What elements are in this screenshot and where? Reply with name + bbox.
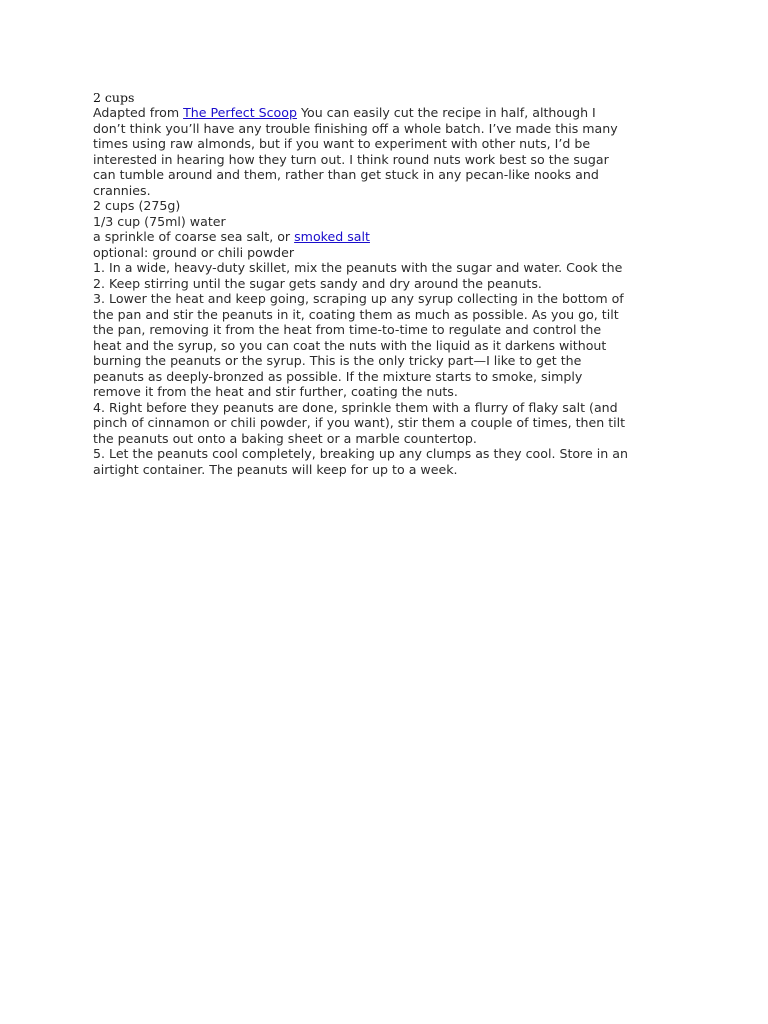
step-3-line-4: heat and the syrup, so you can coat the nuts with the liquid as it darkens without: [93, 337, 607, 353]
step-1: 1. In a wide, heavy-duty skillet, mix the peanuts with the sugar and water. Cook the: [93, 260, 623, 275]
ingredient-optional: optional: ground or chili powder: [93, 244, 295, 260]
step-2: 2. Keep stirring until the sugar gets sandy and dry around the peanuts.: [93, 275, 542, 291]
intro-text: You can easily cut the recipe in half, although I: [296, 105, 596, 120]
step-4-line-1: 4. Right before they peanuts are done, sprinkle them with a flurry of flaky salt (and: [93, 399, 618, 415]
intro-line-2: don’t think you’ll have any trouble finishing off a whole batch. I’ve made this many: [93, 120, 618, 136]
intro-line-5: can tumble around and them, rather than get stuck in any pecan-like nooks and: [93, 167, 599, 182]
intro-line-1: [93, 105, 683, 121]
step-3-line-7: remove it from the heat and stir further, coating the nuts.: [93, 384, 458, 399]
ingredient-peanuts: 2 cups (275g): [93, 198, 181, 213]
step-5-line-2: airtight container. The peanuts will keep for up to a week.: [93, 461, 458, 477]
smoked-salt-link[interactable]: smoked salt: [294, 229, 370, 244]
step-3-line-3: the pan, removing it from the heat from time-to-time to regulate and control the: [93, 322, 602, 337]
step-3-line-2: the pan and stir the peanuts in it, coating them as much as possible. As you go, tilt: [93, 306, 619, 322]
step-3-line-5: burning the peanuts or the syrup. This is the only tricky part—I like to get the: [93, 353, 582, 368]
step-3-line-6: peanuts as deeply-bronzed as possible. If the mixture starts to smoke, simply: [93, 368, 583, 384]
source-link-perfect-scoop[interactable]: The Perfect Scoop: [183, 105, 297, 120]
step-5-line-1: 5. Let the peanuts cool completely, breaking up any clumps as they cool. Store in an: [93, 446, 628, 461]
step-4-line-2: pinch of cinnamon or chili powder, if you want), stir them a couple of times, then tilt: [93, 415, 626, 430]
intro-prefix: Adapted from: [93, 105, 184, 120]
intro-line-6: crannies.: [93, 182, 151, 198]
ingredient-salt-text: a sprinkle of coarse sea salt, or: [93, 229, 295, 244]
recipe-yield: 2 cups: [93, 90, 135, 105]
intro-line-3: times using raw almonds, but if you want to experiment with other nuts, I’d be: [93, 136, 591, 151]
ingredient-salt: [93, 229, 683, 245]
recipe-body: [93, 105, 683, 477]
ingredient-water: 1/3 cup (75ml) water: [93, 213, 226, 229]
step-3-line-1: 3. Lower the heat and keep going, scraping up any syrup collecting in the bottom of: [93, 291, 624, 306]
intro-line-4: interested in hearing how they turn out. I think round nuts work best so the sugar: [93, 151, 609, 167]
recipe-document: [93, 90, 683, 477]
step-4-line-3: the peanuts out onto a baking sheet or a marble countertop.: [93, 430, 477, 446]
